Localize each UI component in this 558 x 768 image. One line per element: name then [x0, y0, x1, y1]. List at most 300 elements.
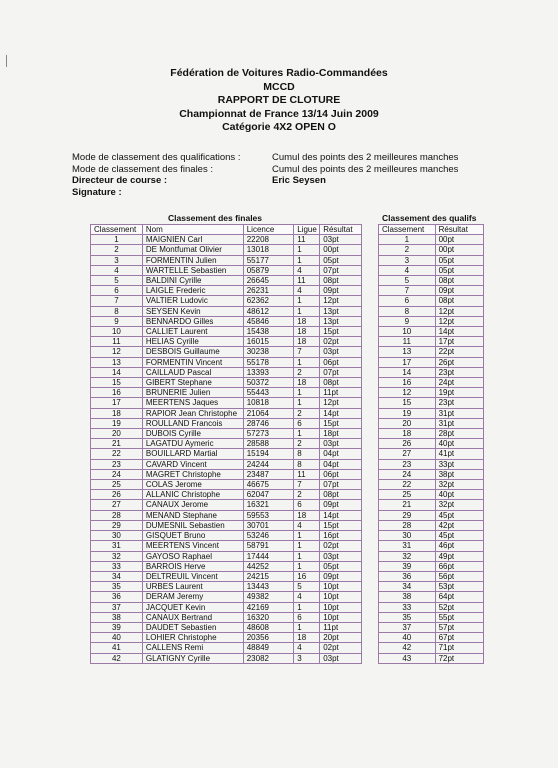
table-row [379, 296, 484, 306]
table-cell: 40 [91, 633, 143, 643]
table-row [379, 276, 484, 286]
table-cell: 18 [294, 327, 320, 337]
table-row [379, 367, 484, 377]
table-cell: 22pt [435, 347, 483, 357]
table-cell: 32 [379, 551, 436, 561]
table-cell: 7 [91, 296, 143, 306]
table-cell: 13 [91, 357, 143, 367]
category-title: Catégorie 4X2 OPEN O [222, 121, 336, 133]
table-cell: 9 [91, 316, 143, 326]
table-cell: 16pt [320, 531, 362, 541]
table-row [91, 429, 362, 439]
table-cell: 7 [294, 347, 320, 357]
table-cell: 09pt [320, 500, 362, 510]
table-cell: 28746 [243, 418, 294, 428]
table-cell: 6 [91, 286, 143, 296]
table-cell: 11 [294, 469, 320, 479]
table-cell: 5 [91, 276, 143, 286]
table-row [379, 418, 484, 428]
table-cell: 26 [379, 439, 436, 449]
table-cell: 43 [379, 653, 436, 663]
table-cell: 04pt [320, 459, 362, 469]
table-cell: 57pt [435, 622, 483, 632]
table-cell: 09pt [435, 286, 483, 296]
table-cell: 00pt [435, 245, 483, 255]
table-row [91, 337, 362, 347]
table-cell: 08pt [435, 296, 483, 306]
meta-label: Signature : [72, 186, 122, 198]
table-cell: 6 [294, 500, 320, 510]
table-cell: 16 [91, 388, 143, 398]
table-cell: 10pt [320, 592, 362, 602]
table-cell: 23pt [435, 398, 483, 408]
table-cell: 13393 [243, 367, 294, 377]
table-cell: 11pt [320, 622, 362, 632]
table-cell: 2 [294, 367, 320, 377]
table-cell: 30 [379, 531, 436, 541]
table-cell: 05pt [320, 255, 362, 265]
table-cell: 1 [294, 296, 320, 306]
table-cell: 14pt [320, 510, 362, 520]
table-row [91, 500, 362, 510]
table-row [379, 571, 484, 581]
table-cell: 35 [379, 612, 436, 622]
table-cell: 2 [294, 439, 320, 449]
table-row [91, 531, 362, 541]
table-cell: 1 [294, 388, 320, 398]
column-header: Résultat [320, 225, 362, 235]
table-cell: 33pt [435, 459, 483, 469]
table-cell: 15pt [320, 327, 362, 337]
table-cell: 19 [379, 408, 436, 418]
table-cell: 39 [379, 561, 436, 571]
table-cell: 3 [379, 255, 436, 265]
table-row [91, 378, 362, 388]
table-row [379, 357, 484, 367]
table-cell: 30701 [243, 520, 294, 530]
table-row [91, 255, 362, 265]
table-cell: SEYSEN Kevin [142, 306, 243, 316]
table-cell: 12 [379, 388, 436, 398]
table-cell: 58791 [243, 541, 294, 551]
table-cell: 45pt [435, 510, 483, 520]
table-cell: 18pt [320, 429, 362, 439]
table-row [379, 592, 484, 602]
table-cell: 35 [91, 582, 143, 592]
table-row [379, 327, 484, 337]
table-cell: DERAM Jeremy [142, 592, 243, 602]
table-cell: 7 [294, 480, 320, 490]
table-row [91, 347, 362, 357]
table-cell: 1 [294, 357, 320, 367]
table-cell: 5 [379, 276, 436, 286]
table-row [91, 235, 362, 245]
table-cell: DUBOIS Cyrille [142, 429, 243, 439]
table-row [91, 265, 362, 275]
table-cell: 62362 [243, 296, 294, 306]
table-cell: 48849 [243, 643, 294, 653]
table-row [91, 612, 362, 622]
table-cell: 1 [294, 245, 320, 255]
table-cell: COLAS Jerome [142, 480, 243, 490]
table-cell: JACQUET Kevin [142, 602, 243, 612]
table-cell: 32pt [435, 480, 483, 490]
table-cell: 40 [379, 633, 436, 643]
finals-table [90, 224, 362, 664]
table-cell: 29 [91, 520, 143, 530]
table-cell: 08pt [435, 276, 483, 286]
table-cell: 1 [294, 551, 320, 561]
table-row [379, 490, 484, 500]
table-cell: 15pt [320, 418, 362, 428]
table-cell: 67pt [435, 633, 483, 643]
table-cell: 14 [379, 367, 436, 377]
table-cell: 2 [379, 245, 436, 255]
table-row [91, 398, 362, 408]
table-row [379, 541, 484, 551]
table-header-row [91, 225, 362, 235]
table-cell: MAIGNIEN Carl [142, 235, 243, 245]
table-cell: 2 [91, 245, 143, 255]
table-cell: 07pt [320, 480, 362, 490]
table-cell: 04pt [320, 449, 362, 459]
table-row [91, 582, 362, 592]
finals-title: Classement des finales [168, 213, 263, 223]
table-cell: ROULLAND Francois [142, 418, 243, 428]
table-row [379, 255, 484, 265]
table-cell: 1 [294, 306, 320, 316]
table-row [91, 316, 362, 326]
meta-label: Directeur de course : [72, 175, 168, 186]
table-cell: 17 [379, 357, 436, 367]
table-cell: 3 [294, 653, 320, 663]
table-cell: 19 [91, 418, 143, 428]
table-cell: 03pt [320, 551, 362, 561]
table-row [379, 520, 484, 530]
table-cell: 27 [91, 500, 143, 510]
table-row [379, 582, 484, 592]
table-row [379, 622, 484, 632]
table-cell: 02pt [320, 643, 362, 653]
table-cell: 8 [294, 449, 320, 459]
table-row [91, 571, 362, 581]
table-cell: 4 [294, 265, 320, 275]
table-cell: DESBOIS Guillaume [142, 347, 243, 357]
table-cell: 16 [294, 571, 320, 581]
table-cell: 4 [91, 265, 143, 275]
table-cell: 24244 [243, 459, 294, 469]
table-cell: 46pt [435, 541, 483, 551]
table-row [379, 286, 484, 296]
table-row [91, 439, 362, 449]
table-row [91, 480, 362, 490]
club-name: MCCD [263, 80, 295, 93]
table-cell: RAPIOR Jean Christophe [142, 408, 243, 418]
table-cell: 33 [379, 602, 436, 612]
table-row [91, 367, 362, 377]
meta-label: Mode de classement des qualifications : [72, 152, 241, 163]
table-cell: 03pt [320, 347, 362, 357]
column-header: Classement [379, 225, 436, 235]
table-cell: LAIGLE Frederic [142, 286, 243, 296]
table-cell: 15pt [320, 520, 362, 530]
table-cell: 20356 [243, 633, 294, 643]
table-row [91, 520, 362, 530]
table-cell: 1 [294, 255, 320, 265]
table-cell: 20pt [320, 633, 362, 643]
table-cell: 17 [91, 398, 143, 408]
table-cell: 05879 [243, 265, 294, 275]
meta-value: Cumul des points des 2 meilleures manches [272, 152, 459, 163]
table-cell: HELIAS Cyrille [142, 337, 243, 347]
table-row [379, 561, 484, 571]
table-cell: 46675 [243, 480, 294, 490]
table-header-row [379, 225, 484, 235]
table-cell: 1 [294, 622, 320, 632]
table-cell: 34 [91, 571, 143, 581]
table-cell: 53pt [435, 582, 483, 592]
table-cell: DE Montfumat Olivier [142, 245, 243, 255]
table-cell: 18 [294, 633, 320, 643]
table-row [379, 510, 484, 520]
table-row [91, 541, 362, 551]
table-row [91, 296, 362, 306]
table-cell: 22 [91, 449, 143, 459]
table-row [379, 235, 484, 245]
table-cell: 02pt [320, 541, 362, 551]
table-cell: 55178 [243, 357, 294, 367]
table-cell: 28pt [435, 429, 483, 439]
table-cell: 24 [91, 469, 143, 479]
table-row [91, 459, 362, 469]
table-cell: 42 [91, 653, 143, 663]
table-cell: 07pt [320, 265, 362, 275]
table-cell: 29 [379, 510, 436, 520]
table-row [379, 480, 484, 490]
table-cell: DELTREUIL Vincent [142, 571, 243, 581]
table-row [91, 408, 362, 418]
table-cell: 45pt [435, 531, 483, 541]
table-cell: 37 [91, 602, 143, 612]
table-row [91, 469, 362, 479]
table-cell: 39 [91, 622, 143, 632]
table-cell: 48608 [243, 622, 294, 632]
table-cell: 05pt [435, 265, 483, 275]
table-cell: 23082 [243, 653, 294, 663]
table-cell: 12pt [435, 316, 483, 326]
table-cell: 27 [379, 449, 436, 459]
table-cell: 21064 [243, 408, 294, 418]
table-cell: 03pt [320, 439, 362, 449]
table-cell: 12pt [435, 306, 483, 316]
table-cell: 22208 [243, 235, 294, 245]
table-cell: 1 [294, 398, 320, 408]
table-cell: 42pt [435, 520, 483, 530]
table-cell: CALLIET Laurent [142, 327, 243, 337]
table-cell: 00pt [435, 235, 483, 245]
table-cell: 57273 [243, 429, 294, 439]
table-row [91, 286, 362, 296]
table-cell: 4 [379, 265, 436, 275]
table-cell: 09pt [320, 571, 362, 581]
table-cell: ALLANIC Christophe [142, 490, 243, 500]
table-cell: 25 [91, 480, 143, 490]
table-cell: 23pt [435, 367, 483, 377]
table-cell: 10818 [243, 398, 294, 408]
table-row [379, 643, 484, 653]
federation-title: Fédération de Voitures Radio-Commandées [170, 67, 388, 79]
table-cell: 11pt [320, 388, 362, 398]
table-cell: 11 [91, 337, 143, 347]
table-cell: 05pt [320, 561, 362, 571]
table-cell: 30 [91, 531, 143, 541]
table-cell: 13443 [243, 582, 294, 592]
table-cell: 14 [91, 367, 143, 377]
table-cell: 12 [91, 347, 143, 357]
table-cell: 19pt [435, 388, 483, 398]
table-cell: 10pt [320, 602, 362, 612]
table-cell: 15438 [243, 327, 294, 337]
table-row [379, 439, 484, 449]
table-cell: WARTELLE Sebastien [142, 265, 243, 275]
table-cell: 31pt [435, 418, 483, 428]
table-cell: 6 [294, 612, 320, 622]
table-cell: 08pt [320, 378, 362, 388]
table-cell: 15194 [243, 449, 294, 459]
table-cell: 33 [91, 561, 143, 571]
table-cell: GLATIGNY Cyrille [142, 653, 243, 663]
table-cell: 10 [91, 327, 143, 337]
table-cell: 17444 [243, 551, 294, 561]
table-cell: URBES Laurent [142, 582, 243, 592]
column-header: Résultat [435, 225, 483, 235]
table-cell: 1 [294, 561, 320, 571]
table-cell: 40pt [435, 490, 483, 500]
column-header: Ligue [294, 225, 320, 235]
table-cell: 28 [379, 520, 436, 530]
table-cell: 4 [294, 592, 320, 602]
table-cell: 31 [379, 541, 436, 551]
table-cell: 14pt [435, 327, 483, 337]
table-row [91, 490, 362, 500]
column-header: Nom [142, 225, 243, 235]
table-cell: 24 [379, 469, 436, 479]
table-cell: GISQUET Bruno [142, 531, 243, 541]
table-cell: 64pt [435, 592, 483, 602]
table-cell: 13pt [320, 306, 362, 316]
table-cell: 28 [91, 510, 143, 520]
table-cell: 1 [379, 235, 436, 245]
table-cell: GAYOSO Raphael [142, 551, 243, 561]
table-row [379, 398, 484, 408]
meta-value: Cumul des points des 2 meilleures manches [272, 163, 459, 175]
table-cell: CANAUX Jerome [142, 500, 243, 510]
table-cell: 12pt [320, 296, 362, 306]
table-row [91, 653, 362, 663]
table-cell: 34 [379, 582, 436, 592]
table-cell: 08pt [320, 490, 362, 500]
table-cell: 42169 [243, 602, 294, 612]
table-row [91, 388, 362, 398]
table-cell: 05pt [435, 255, 483, 265]
table-cell: MEERTENS Vincent [142, 541, 243, 551]
table-row [379, 378, 484, 388]
table-cell: 4 [294, 643, 320, 653]
table-cell: LAGATDU Aymeric [142, 439, 243, 449]
table-cell: 31 [91, 541, 143, 551]
table-cell: 23 [91, 459, 143, 469]
table-cell: 40pt [435, 439, 483, 449]
table-cell: 07pt [320, 367, 362, 377]
table-row [379, 245, 484, 255]
table-row [379, 633, 484, 643]
table-cell: 32 [91, 551, 143, 561]
table-row [379, 602, 484, 612]
table-cell: CAVARD Vincent [142, 459, 243, 469]
table-cell: 13pt [320, 316, 362, 326]
table-cell: 45846 [243, 316, 294, 326]
table-cell: 8 [91, 306, 143, 316]
table-cell: 21 [91, 439, 143, 449]
table-row [379, 347, 484, 357]
table-row [379, 531, 484, 541]
table-cell: 03pt [320, 235, 362, 245]
table-cell: 09pt [320, 286, 362, 296]
table-cell: 16 [379, 378, 436, 388]
table-cell: 2 [294, 490, 320, 500]
table-row [91, 551, 362, 561]
table-row [379, 408, 484, 418]
table-row [379, 449, 484, 459]
table-cell: 48612 [243, 306, 294, 316]
table-row [379, 337, 484, 347]
table-cell: 6 [379, 296, 436, 306]
table-cell: 6 [294, 418, 320, 428]
table-cell: 18 [294, 316, 320, 326]
table-cell: 1 [294, 541, 320, 551]
table-cell: 26231 [243, 286, 294, 296]
table-cell: 25 [379, 490, 436, 500]
table-cell: 55443 [243, 388, 294, 398]
table-row [379, 551, 484, 561]
table-row [91, 357, 362, 367]
table-cell: 15 [91, 378, 143, 388]
table-cell: LOHIER Christophe [142, 633, 243, 643]
table-cell: 66pt [435, 561, 483, 571]
table-cell: BALDINI Cyrille [142, 276, 243, 286]
table-row [91, 602, 362, 612]
table-cell: 53246 [243, 531, 294, 541]
table-cell: 12pt [320, 398, 362, 408]
table-cell: MEERTENS Jaques [142, 398, 243, 408]
table-cell: DAUDET Sebastien [142, 622, 243, 632]
table-cell: 02pt [320, 337, 362, 347]
table-row [379, 388, 484, 398]
table-cell: DUMESNIL Sebastien [142, 520, 243, 530]
table-cell: 7 [379, 286, 436, 296]
table-cell: 1 [294, 429, 320, 439]
table-cell: 06pt [320, 357, 362, 367]
table-cell: 31pt [435, 408, 483, 418]
table-row [91, 510, 362, 520]
table-cell: 13 [379, 347, 436, 357]
table-cell: 49pt [435, 551, 483, 561]
championship-title: Championnat de France 13/14 Juin 2009 [179, 107, 379, 120]
quals-title: Classement des qualifs [382, 213, 477, 223]
table-cell: 49382 [243, 592, 294, 602]
table-row [379, 429, 484, 439]
table-cell: 52pt [435, 602, 483, 612]
